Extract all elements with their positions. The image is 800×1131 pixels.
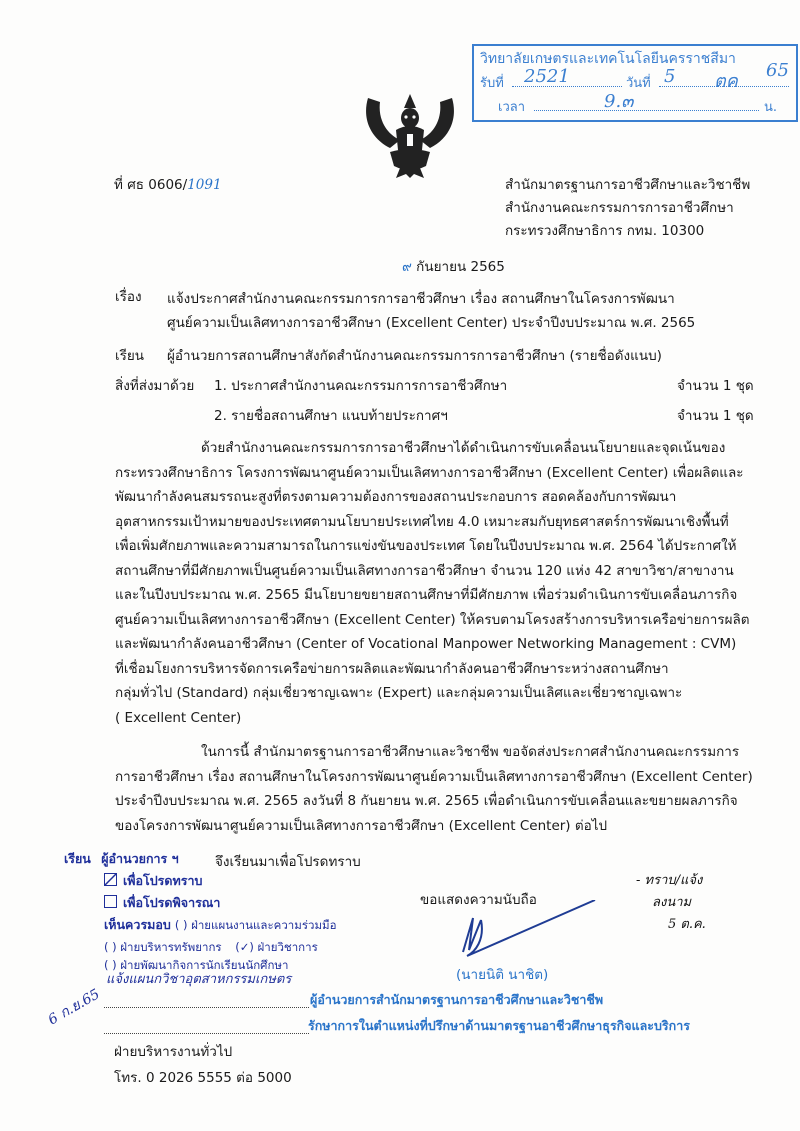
stamp-received-no: 2521 bbox=[524, 66, 570, 87]
stamp-received-label: รับที่ bbox=[480, 76, 504, 91]
handwritten-assignment: แจ้งแผนกวิชาอุตสาหกรรมเกษตร bbox=[106, 972, 292, 987]
dept-academic: (✓) ฝ่ายวิชาการ bbox=[235, 940, 318, 954]
subject-label: เรื่อง bbox=[115, 289, 142, 305]
date-day-handwritten: ๙ bbox=[402, 259, 412, 275]
sender-line: สำนักงานคณะกรรมการการอาชีวศึกษา bbox=[505, 200, 734, 216]
body-paragraph-2: ในการนี้ สำนักมาตรฐานการอาชีวศึกษาและวิชาชีพ ขอจัดส่งประกาศสำนักงานคณะกรรมการ การอาชีวศึกษา เรื่อง สถานศึกษาในโครงการพัฒนาศูนย์ความเป็นเลิศทางการอาชีวศึกษา (Excellent Center) ประจำปีงบประมาณ พ.ศ. 2565 ลงวันที่ 8 กันยายน พ.ศ. 2565 เพื่อดำเนินการขับเคลื่อนและขยายผลภารกิจ ของโครงการพัฒนาศูนย์ความเป็นเลิศทางการอาชีวศึกษา (Excellent Center) ต่อไป bbox=[115, 744, 753, 834]
salutation-text: ผู้อำนวยการสถานศึกษาสังกัดสำนักงานคณะกรรมการการอาชีวศึกษา (รายชื่อดังแนบ) bbox=[167, 348, 662, 364]
sender-line: กระทรวงศึกษาธิการ กทม. 10300 bbox=[505, 223, 705, 239]
dept-student: ( ) ฝ่ายพัฒนากิจการนักเรียนนักศึกษา bbox=[104, 958, 289, 972]
dept-plan: ( ) ฝ่ายแผนงานและความร่วมมือ bbox=[174, 918, 337, 932]
routing-director: ผู้อำนวยการ ฯ bbox=[101, 851, 179, 866]
checkbox-icon bbox=[104, 895, 117, 908]
document-date bbox=[402, 257, 505, 277]
salutation-label: เรียน bbox=[115, 348, 145, 364]
stamp-day: 5 bbox=[664, 66, 676, 87]
document-number bbox=[114, 175, 222, 195]
subject-line: แจ้งประกาศสำนักงานคณะกรรมการการอาชีวศึกษา เรื่อง สถานศึกษาในโครงการพัฒนา bbox=[167, 291, 675, 307]
signature bbox=[455, 900, 635, 960]
garuda-emblem-icon bbox=[360, 88, 460, 178]
dept-resource: ( ) ฝ่ายบริหารทรัพยากร bbox=[104, 940, 222, 954]
enclosure-qty: จำนวน 1 ชุด bbox=[677, 378, 754, 394]
stamp-time: 9.๓ bbox=[604, 91, 634, 112]
footer-department: ฝ่ายบริหารงานทั่วไป bbox=[114, 1044, 233, 1060]
stamp-time-unit: น. bbox=[764, 100, 778, 115]
subject-text bbox=[167, 287, 695, 335]
option-consider: เพื่อโปรดพิจารณา bbox=[64, 892, 337, 914]
handwritten-initials: 6 ก.ย.65 bbox=[45, 986, 103, 1029]
routing-stamp bbox=[64, 848, 337, 988]
footer-phone: โทร. 0 2026 5555 ต่อ 5000 bbox=[114, 1070, 292, 1086]
closing-regards: ขอแสดงความนับถือ bbox=[420, 892, 537, 908]
stamp-month: ตค bbox=[714, 71, 738, 92]
signer-title-2: รักษาการในตำแหน่งที่ปรึกษาด้านมาตรฐานอาชีวศึกษาธุรกิจและบริการ bbox=[308, 1018, 690, 1033]
enclosure-qty: จำนวน 1 ชุด bbox=[677, 408, 754, 424]
assign-label: เห็นควรมอบ bbox=[104, 917, 171, 932]
document-number-prefix: ที่ ศธ 0606/ bbox=[114, 177, 188, 193]
handwritten-note-right: - ทราบ/แจ้ง ลงนาม 5 ต.ค. bbox=[636, 873, 706, 932]
stamp-year: 65 bbox=[766, 60, 789, 81]
stamp-date-label: วันที่ bbox=[626, 76, 651, 91]
option-inform: เพื่อโปรดทราบ bbox=[64, 870, 337, 892]
stamp-org: วิทยาลัยเกษตรและเทคโนโลยีนครราชสีมา bbox=[480, 51, 736, 67]
closing-inform: จึงเรียนมาเพื่อโปรดทราบ bbox=[215, 854, 361, 870]
body-paragraph-1: ด้วยสำนักงานคณะกรรมการการอาชีวศึกษาได้ดำเนินการขับเคลื่อนนโยบายและจุดเน้นของ กระทรวงศึกษาธิการ โครงการพัฒนาศูนย์ความเป็นเลิศทางการอาชีวศึกษา (Excellent Center) เพื่อผลิตและ พัฒนากำลังคนสมรรถนะสูงที่ตรงตามความต้องการของสถานประกอบการ สอดคล้องกับการพัฒนา อุตสาหกรรมเป้าหมายของประเทศตามนโยบายประเทศไทย 4.0 เหมาะสมกับยุทธศาสตร์การพัฒนาเชิงพื้นที่ เพื่อเพิ่มศักยภาพและความสามารถในการแข่งขันของประเทศ โดยในปีงบประมาณ พ.ศ. 2564 ได้ประกาศให้ สถานศึกษาที่มีศักยภาพเป็นศูนย์ความเป็นเลิศทางการอาชีวศึกษา จำนวน 120 แห่ง 42 สาขาวิชา/สาขางาน และในปีงบประมาณ พ.ศ. 2565 มีนโยบายขยายสถานศึกษาที่มีศักยภาพ เพื่อร่วมดำเนินการขับเคลื่อนภารกิจ ศูนย์ความเป็นเลิศทางการอาชีวศึกษา (Excellent Center) ให้ครบตามโครงสร้างการบริหารเครือข่ายการผลิต และพัฒนากำลังคนอาชีวศึกษา (Center of Vocational Manpower Networking Management : CVM) ที่เชื่อมโยงการบริหารจัดการเครือข่ายการผลิตและพัฒนากำลังคนอาชีวศึกษาระหว่างสถานศึกษา กลุ่มทั่วไป (Standard) กลุ่มเชี่ยวชาญเฉพาะ (Expert) และกลุ่มความเป็นเลิศและเชี่ยวชาญเฉพาะ ( Excellent Center) bbox=[115, 440, 750, 726]
signer-title-1: ผู้อำนวยการสำนักมาตรฐานการอาชีวศึกษาและวิชาชีพ bbox=[310, 992, 604, 1007]
date-month-year: กันยายน 2565 bbox=[411, 259, 505, 275]
subject-line: ศูนย์ความเป็นเลิศทางการอาชีวศึกษา (Excellent Center) ประจำปีงบประมาณ พ.ศ. 2565 bbox=[167, 315, 696, 331]
checkbox-checked-icon bbox=[104, 873, 117, 886]
receipt-stamp bbox=[472, 44, 798, 122]
enclosure-item: 2. รายชื่อสถานศึกษา แนบท้ายประกาศฯ bbox=[214, 408, 448, 424]
sender-address bbox=[505, 174, 750, 243]
signer-name: (นายนิติ นาชิต) bbox=[456, 967, 549, 983]
enclosure-item: 1. ประกาศสำนักงานคณะกรรมการการอาชีวศึกษา bbox=[214, 378, 508, 394]
sender-line: สำนักมาตรฐานการอาชีวศึกษาและวิชาชีพ bbox=[505, 177, 751, 193]
stamp-time-label: เวลา bbox=[498, 100, 526, 115]
routing-to-label: เรียน bbox=[64, 851, 91, 866]
document-number-handwritten: 1091 bbox=[187, 177, 222, 193]
enclosures-label: สิ่งที่ส่งมาด้วย bbox=[115, 378, 195, 394]
